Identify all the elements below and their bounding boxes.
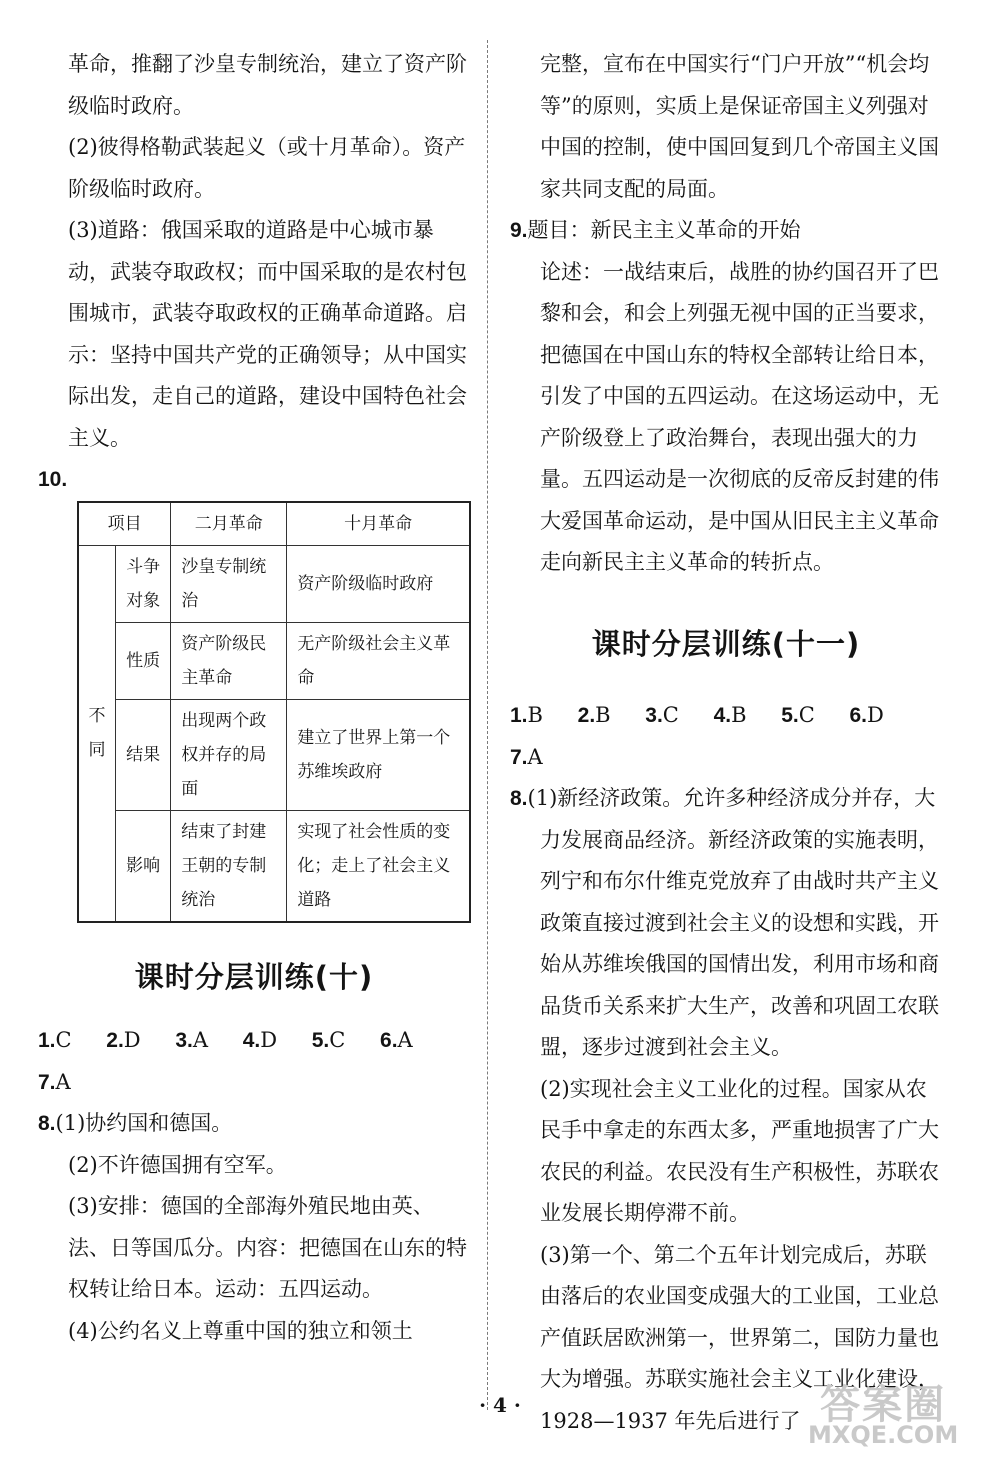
answer-letter: D (123, 1028, 141, 1052)
right-column (510, 44, 942, 1442)
answer-text: 论述：一战结束后，战胜的协约国召开了巴黎和会，和会上列强无视中国的正当要求，把德国在中国山东的特权全部转让给日本，引发了中国的五四运动。在这场运动中，无产阶级登上了政治舞台，表现出强大的力量。五四运动是一次彻底的反帝反封建的伟大爱国革命运动，是中国从旧民主主义革命走向新民主主义革命的转折点。 (540, 259, 939, 574)
table-cell: 沙皇专制统治 (171, 545, 287, 622)
answer-number: 1. (38, 1029, 56, 1052)
table-cell: 实现了社会性质的变化；走上了社会主义道路 (287, 810, 470, 922)
answer-number: 4. (713, 704, 732, 727)
table-row (78, 810, 470, 922)
table-row-label: 结果 (116, 699, 171, 810)
answer-number: 4. (242, 1029, 261, 1052)
table-row-label: 性质 (116, 622, 171, 699)
column-divider (487, 40, 489, 1410)
answer-text: 题目：新民主主义革命的开始 (527, 218, 801, 242)
table-row-label: 斗争对象 (116, 545, 171, 622)
question-8 (38, 1103, 470, 1145)
answer-number: 2. (577, 704, 596, 727)
answer-text: (3)安排：德国的全部海外殖民地由英、法、日等国瓜分。内容：把德国在山东的特权转让给日本。运动：五四运动。 (68, 1194, 467, 1301)
table-header: 项目 (78, 502, 171, 546)
table-row-label: 影响 (116, 810, 171, 922)
table-row (78, 699, 470, 810)
answer-number: 5. (311, 1029, 330, 1052)
watermark-text: 答案圈 (820, 1382, 947, 1428)
left-column (38, 44, 470, 1352)
table-cell: 资产阶级民主革命 (171, 622, 287, 699)
answer-letter: C (798, 703, 815, 727)
table-row (78, 545, 470, 622)
answer-letter: B (527, 703, 543, 727)
answer-number: 2. (106, 1029, 124, 1052)
answer-letter: B (595, 703, 611, 727)
answer-letter: A (397, 1028, 413, 1052)
answer-letter: A (192, 1028, 209, 1052)
answer-text: (4)公约名义上尊重中国的独立和领土 (68, 1318, 413, 1343)
answer-text: 完整，宣布在中国实行“门户开放”“机会均等”的原则，实质上是保证帝国主义列强对中国的控制，使中国回复到几个帝国主义国家共同支配的局面。 (540, 52, 939, 201)
answer-number: 7. (38, 1070, 56, 1094)
answer-text: 革命，推翻了沙皇专制统治，建立了资产阶级临时政府。 (68, 52, 467, 118)
answer-number: 6. (849, 704, 867, 727)
answer-text: (2)不许德国拥有空军。 (68, 1152, 287, 1177)
answer-letter: D (867, 703, 884, 727)
watermark-url: MXQE.COM (808, 1421, 959, 1449)
answer-letter: B (731, 703, 747, 727)
answer-text: (2)实现社会主义工业化的过程。国家从农民手中拿走的东西太多，严重地损害了广大农民的利益。农民没有生产积极性，苏联农业发展长期停滞不前。 (540, 1076, 939, 1225)
multiple-choice-answers (510, 695, 942, 778)
table-header: 十月革命 (287, 502, 470, 546)
question-number: 8. (510, 787, 528, 810)
revolution-comparison-table (77, 501, 471, 923)
table-row (78, 622, 470, 699)
question-number: 10. (38, 468, 68, 491)
answer-letter: A (55, 1069, 71, 1094)
table-cell: 建立了世界上第一个苏维埃政府 (287, 699, 470, 810)
table-cell: 结束了封建王朝的专制统治 (171, 810, 287, 922)
question-8 (510, 778, 942, 1069)
answer-number: 3. (175, 1029, 193, 1052)
answer-letter: C (329, 1028, 346, 1052)
section-title: 课时分层训练(十) (134, 959, 374, 994)
table-header-row (78, 502, 470, 546)
answer-number: 6. (380, 1029, 398, 1052)
answer-number: 5. (781, 704, 799, 727)
watermark-logo (808, 1382, 959, 1450)
question-9 (510, 210, 942, 252)
answer-letter: C (662, 703, 679, 727)
answer-text: (1)协约国和德国。 (55, 1111, 233, 1135)
question-number: 8. (38, 1112, 56, 1135)
answer-letter: D (260, 1028, 278, 1052)
table-header: 二月革命 (171, 502, 287, 546)
multiple-choice-answers (38, 1062, 470, 1104)
page-number: · 4 · (479, 1393, 521, 1417)
table-group-label: 不同 (78, 545, 116, 922)
question-number: 9. (510, 219, 528, 242)
answer-text: (3)道路：俄国采取的道路是中心城市暴动，武装夺取政权；而中国采取的是农村包围城市，武装夺取政权的正确革命道路。启示：坚持中国共产党的正确领导；从中国实际出发，走自己的道路，建设中国特色社会主义。 (68, 218, 467, 450)
answer-text: (3)第一个、第二个五年计划完成后，苏联由落后的农业国变成强大的工业国，工业总产值跃居欧洲第一，世界第二，国防力量也大为增强。苏联实施社会主义工业化建设，1928—1937 年先后进行了 (540, 1242, 939, 1433)
table-cell: 资产阶级临时政府 (287, 545, 470, 622)
answer-text: (1)新经济政策。允许多种经济成分并存，大力发展商品经济。新经济政策的实施表明，列宁和布尔什维克党放弃了由战时共产主义政策直接过渡到社会主义的设想和实践，开始从苏维埃俄国的国情出发，利用市场和商品货币关系来扩大生产，改善和巩固工农联盟，逐步过渡到社会主义。 (527, 786, 939, 1059)
answer-letter: A (527, 744, 543, 769)
table-cell: 无产阶级社会主义革命 (287, 622, 470, 699)
answer-number: 1. (510, 704, 528, 727)
answer-number: 7. (510, 745, 528, 769)
answer-number: 3. (645, 704, 663, 727)
table-cell: 出现两个政权并存的局面 (171, 699, 287, 810)
answer-text: (2)彼得格勒武装起义（或十月革命）。资产阶级临时政府。 (68, 135, 466, 201)
section-title: 课时分层训练(十一) (591, 626, 861, 661)
multiple-choice-answers (38, 1020, 470, 1062)
answer-letter: C (55, 1028, 72, 1052)
